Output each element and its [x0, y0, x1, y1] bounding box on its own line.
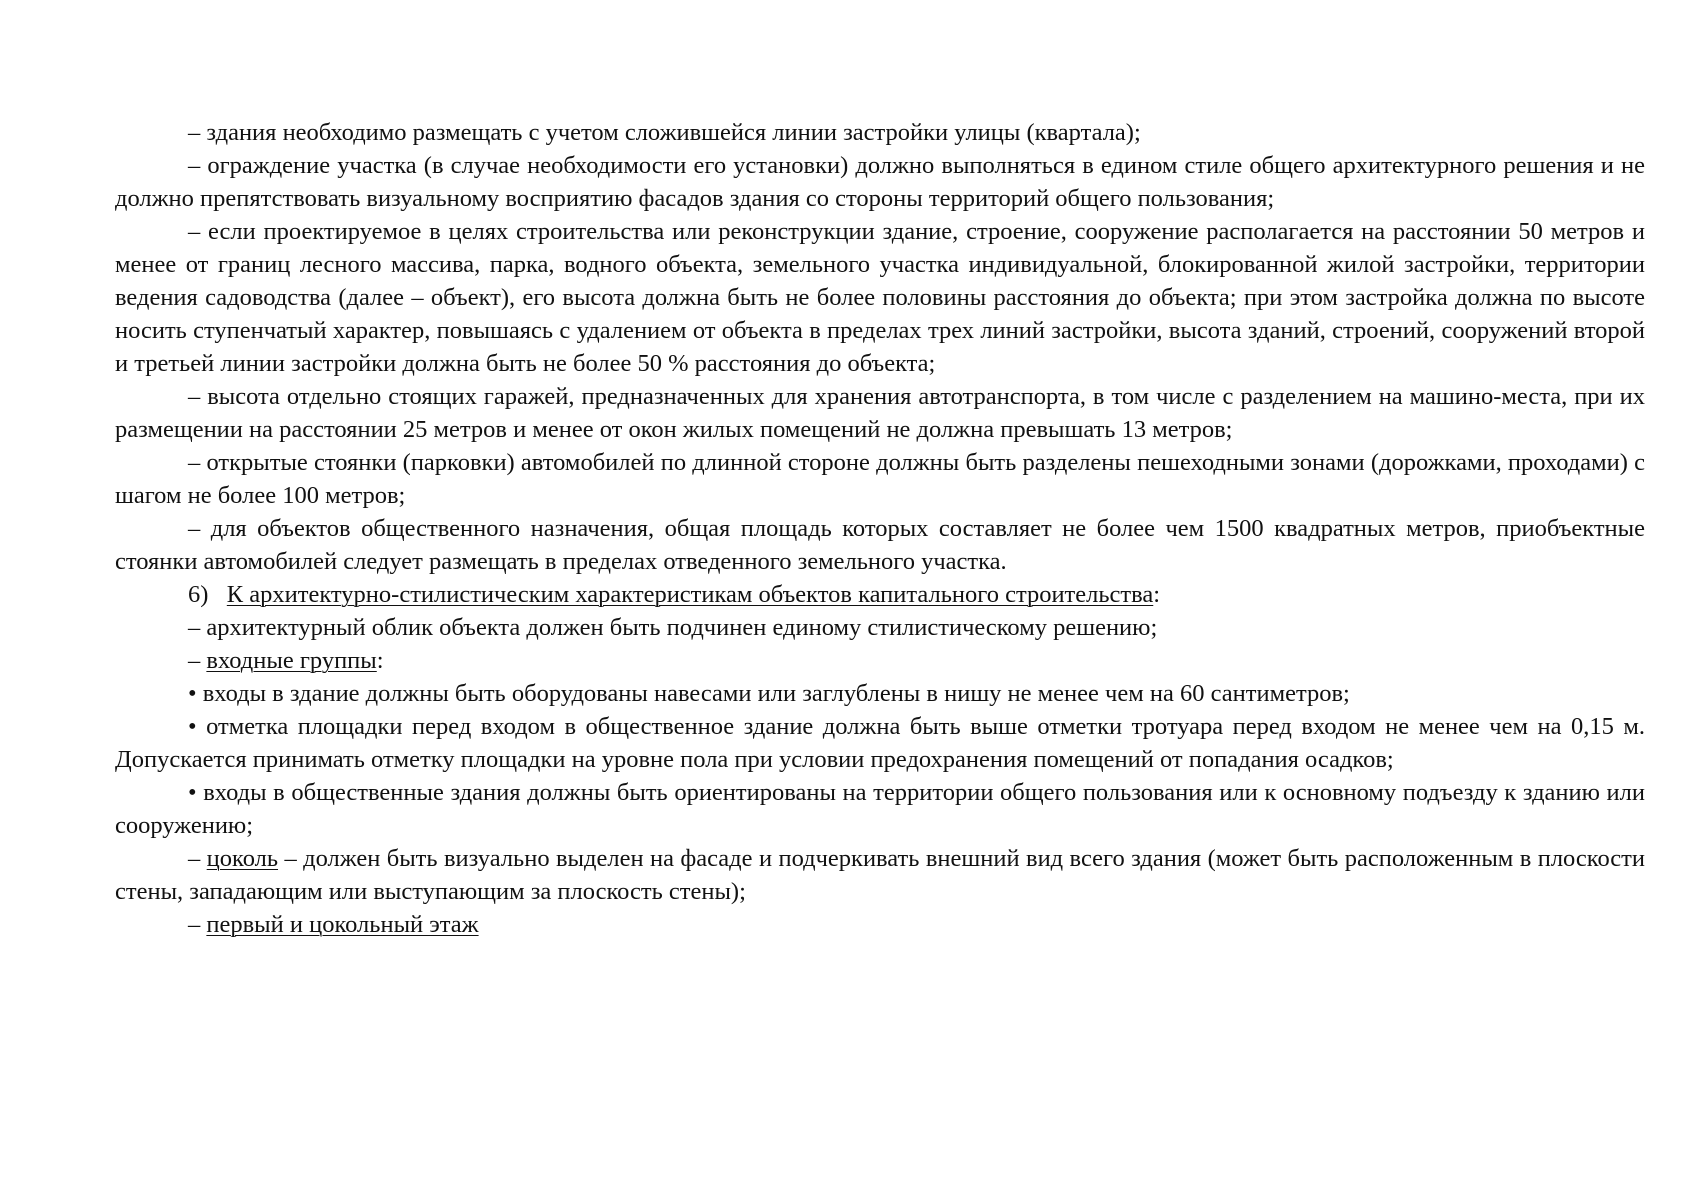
paragraph-parking: [115, 446, 1645, 512]
bullet-item-canopies: [115, 677, 1645, 710]
dash-marker: –: [188, 614, 207, 641]
paragraph-text: – должен быть визуально выделен на фасаде и подчеркивать внешний вид всего здания (может быть расположенным в плоскости стены, западающим или выступающим за плоскость стены);: [115, 845, 1645, 905]
dash-marker: –: [188, 647, 207, 674]
paragraph-garages: [115, 380, 1645, 446]
paragraph-height-limit: [115, 215, 1645, 380]
paragraph-entry-groups: [115, 644, 1645, 677]
paragraph-text: открытые стоянки (парковки) автомобилей по длинной стороне должны быть разделены пешеходными зонами (дорожками, проходами) с шагом не более 100 метров;: [115, 449, 1646, 509]
dash-marker: –: [188, 218, 209, 245]
bullet-marker: •: [188, 779, 197, 806]
bullet-text: отметка площадки перед входом в общественное здание должна быть выше отметки тротуара перед входом не менее чем на 0,15 м. Допускается принимать отметку площадки на уровне пола при условии предохранения помещений от попадания осадков;: [115, 713, 1645, 773]
paragraph-text: высота отдельно стоящих гаражей, предназначенных для хранения автотранспорта, в том числе с разделением на машино-места, при их размещении на расстоянии 25 метров и менее от окон жилых помещений не должна превышать 13 метров;: [115, 383, 1645, 443]
section-6-heading: [115, 578, 1645, 611]
bullet-item-platform-level: [115, 710, 1645, 776]
bullet-text: входы в общественные здания должны быть ориентированы на территории общего пользования или к основному подъезду к зданию или сооружению;: [115, 779, 1645, 839]
paragraph-text: для объектов общественного назначения, общая площадь которых составляет не более чем 1500 квадратных метров, приобъектные стоянки автомобилей следует размещать в пределах отведенного земельного участка.: [115, 515, 1646, 575]
first-floor-term: первый и цокольный этаж: [206, 911, 479, 938]
paragraph-text: здания необходимо размещать с учетом сложившейся линии застройки улицы (квартала);: [206, 119, 1141, 146]
document-page: [115, 116, 1645, 941]
entry-groups-term: входные группы: [206, 647, 377, 674]
paragraph-plinth: [115, 842, 1645, 908]
bullet-marker: •: [188, 713, 197, 740]
dash-marker: –: [188, 152, 208, 179]
bullet-text: входы в здание должны быть оборудованы навесами или заглублены в нишу не менее чем на 60 сантиметров;: [202, 680, 1350, 707]
section-heading-text: К архитектурно-стилистическим характеристикам объектов капитального строительства: [226, 581, 1154, 608]
dash-marker: –: [188, 911, 207, 938]
paragraph-building-placement: [115, 116, 1645, 149]
paragraph-text: если проектируемое в целях строительства или реконструкции здание, строение, сооружение располагается на расстоянии 50 метров и менее от границ лесного массива, парка, водного объекта, земельного участка индивидуальной, блокированной жилой застройки, территории ведения садоводства (далее – объект), его высота должна быть не более половины расстояния до объекта; при этом застройка должна по высоте носить ступенчатый характер, повышаясь с удалением от объекта в пределах трех линий застройки, высота зданий, строений, сооружений второй и третьей линии застройки должна быть не более 50 % расстояния до объекта;: [115, 218, 1646, 377]
bullet-item-orientation: [115, 776, 1645, 842]
dash-marker: –: [188, 515, 211, 542]
paragraph-public-objects: [115, 512, 1645, 578]
dash-marker: –: [188, 119, 207, 146]
paragraph-text: ограждение участка (в случае необходимости его установки) должно выполняться в едином стиле общего архитектурного решения и не должно препятствовать визуальному восприятию фасадов здания со стороны территорий общего пользования;: [115, 152, 1645, 212]
bullet-marker: •: [188, 680, 197, 707]
paragraph-fence: [115, 149, 1645, 215]
section-number: 6): [188, 581, 209, 608]
dash-marker: –: [188, 383, 208, 410]
entry-groups-suffix: :: [376, 647, 384, 674]
dash-marker: –: [188, 449, 207, 476]
plinth-term: цоколь: [206, 845, 279, 872]
dash-marker: –: [188, 845, 207, 872]
paragraph-text: архитектурный облик объекта должен быть подчинен единому стилистическому решению;: [206, 614, 1158, 641]
paragraph-style: [115, 611, 1645, 644]
section-heading-suffix: :: [1153, 581, 1161, 608]
paragraph-first-floor: [115, 908, 1645, 941]
